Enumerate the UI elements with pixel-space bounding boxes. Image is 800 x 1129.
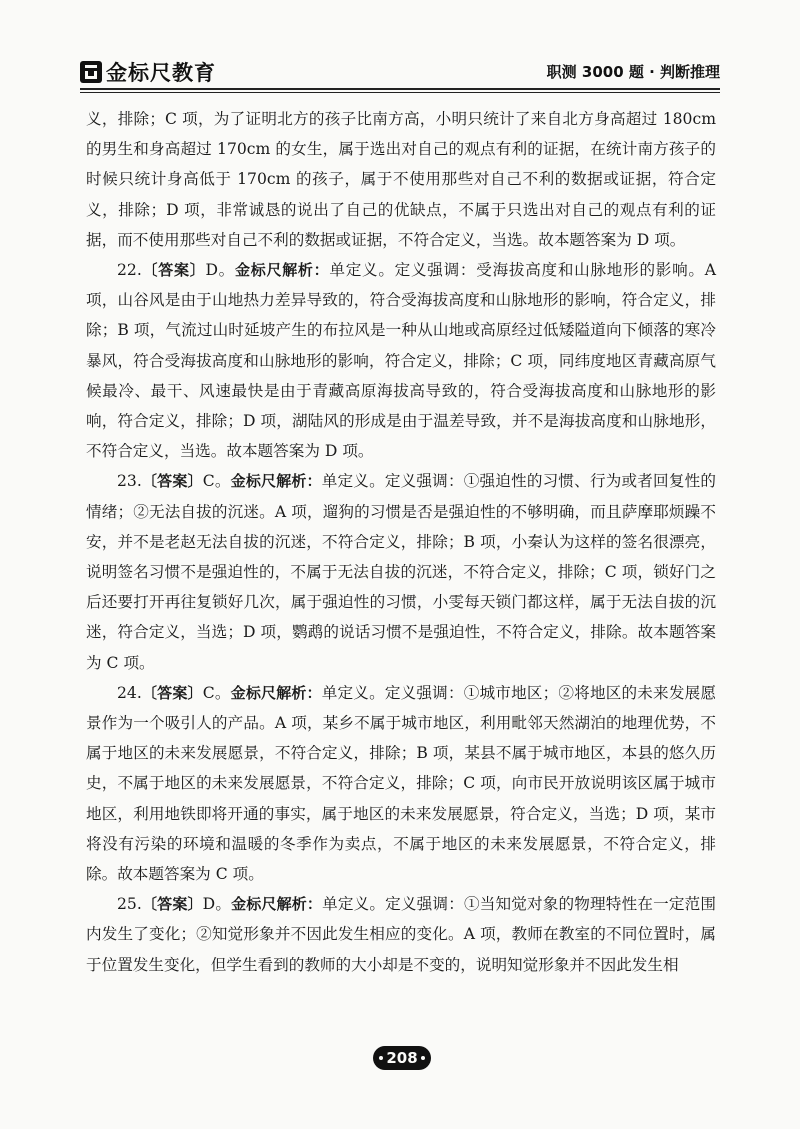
- item-number: 22.: [117, 261, 142, 280]
- answer-label: 〔答案〕: [141, 472, 203, 491]
- analysis-label: 金标尺解析：: [231, 895, 323, 914]
- paragraph-text: 义，排除；C 项，为了证明北方的孩子比南方高，小明只统计了来自北方身高超过 180cm 的男生和身高超过 170cm 的女生，属于选出对自己的观点有利的证据，在统计南方孩子的时候只统计身高低于 170cm 的孩子，属于不使用那些对自己不利的数据或证据，符合定义，排除；D 项，非常诚恳的说出了自己的优缺点，不属于只选出对自己的观点有利的证据，而不使用那些对自己不利的数据或证据，不符合定义，当选。故本题答案为 D 项。: [86, 110, 716, 249]
- item-number: 23.: [117, 472, 142, 491]
- page-number-badge: [373, 1046, 431, 1070]
- answer-item-25: [86, 889, 716, 980]
- analysis-text: 单定义。定义强调：①当知觉对象的物理特性在一定范围内发生了变化；②知觉形象并不因此发生相应的变化。A 项，教师在教室的不同位置时，属于位置发生变化，但学生看到的教师的大小却是不变的，说明知觉形象并不因此发生相: [86, 895, 716, 974]
- answer-value: D。: [205, 261, 236, 280]
- analysis-text: 单定义。定义强调：受海拔高度和山脉地形的影响。A 项，山谷风是由于山地热力差异导致的，符合受海拔高度和山脉地形的影响，符合定义，排除；B 项，气流过山时延坡产生的布拉风是一种从山地或高原经过低矮隘道向下倾落的寒冷暴风，符合受海拔高度和山脉地形的影响，符合定义，排除；C 项，同纬度地区青藏高原气候最冷、最干、风速最快是由于青藏高原海拔高导致的，符合受海拔高度和山脉地形的影响，符合定义，排除；D 项，湖陆风的形成是由于温差导致，并不是海拔高度和山脉地形，不符合定义，当选。故本题答案为 D 项。: [86, 261, 716, 461]
- answer-label: 〔答案〕: [141, 683, 203, 702]
- paragraph-continuation: [86, 104, 716, 255]
- logo-text: 金标尺教育: [106, 61, 216, 85]
- header-rule: [80, 88, 720, 93]
- book-title: 职测 3000 题 · 判断推理: [546, 63, 720, 81]
- answer-item-23: [86, 466, 716, 677]
- page-content: [86, 104, 716, 980]
- analysis-label: 金标尺解析：: [235, 261, 330, 280]
- publisher-logo: [80, 59, 216, 85]
- dot-icon: [379, 1056, 383, 1060]
- item-number: 24.: [117, 683, 142, 702]
- answer-item-24: [86, 678, 716, 889]
- answer-item-22: [86, 255, 716, 466]
- analysis-label: 金标尺解析：: [230, 683, 322, 702]
- analysis-text: 单定义。定义强调：①城市地区；②将地区的未来发展愿景作为一个吸引人的产品。A 项，某乡不属于城市地区，利用毗邻天然湖泊的地理优势，不属于地区的未来发展愿景，不符合定义，排除；B 项，某县不属于城市地区，本县的悠久历史，不属于地区的未来发展愿景，不符合定义，排除；C 项，向市民开放说明该区属于城市地区，利用地铁即将开通的事实，属于地区的未来发展愿景，符合定义，当选；D 项，某市将没有污染的环境和温暖的冬季作为卖点，不属于地区的未来发展愿景，不符合定义，排除。故本题答案为 C 项。: [86, 683, 716, 884]
- answer-value: C。: [202, 683, 231, 702]
- answer-label: 〔答案〕: [141, 895, 203, 914]
- page-number: 208: [386, 1049, 418, 1067]
- answer-value: C。: [202, 472, 231, 491]
- item-number: 25.: [117, 895, 142, 914]
- page-header: [80, 55, 720, 91]
- dot-icon: [421, 1056, 425, 1060]
- answer-label: 〔答案〕: [141, 261, 206, 280]
- answer-value: D。: [202, 895, 232, 914]
- analysis-label: 金标尺解析：: [230, 472, 322, 491]
- analysis-text: 单定义。定义强调：①强迫性的习惯、行为或者回复性的情绪；②无法自拔的沉迷。A 项，遛狗的习惯是否是强迫性的不够明确，而且萨摩耶烦躁不安，并不是老赵无法自拔的沉迷，不符合定义，排除；B 项，小秦认为这样的签名很漂亮，说明签名习惯不是强迫性的，不属于无法自拔的沉迷，不符合定义，排除；C 项，锁好门之后还要打开再往复锁好几次，属于强迫性的习惯，小雯每天锁门都这样，属于无法自拔的沉迷，符合定义，当选；D 项，鹦鹉的说话习惯不是强迫性，不符合定义，排除。故本题答案为 C 项。: [86, 472, 716, 672]
- logo-icon: [80, 61, 102, 83]
